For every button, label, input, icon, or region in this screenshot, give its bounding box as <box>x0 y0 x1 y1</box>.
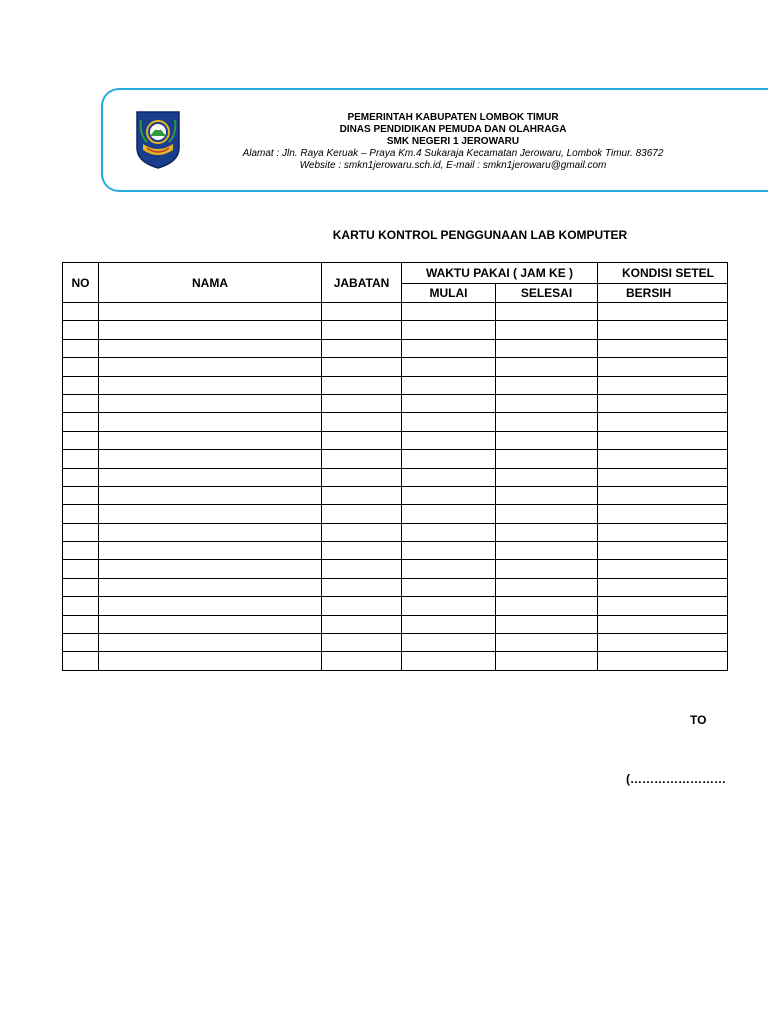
cell-nama <box>99 597 322 615</box>
cell-bersih <box>598 468 728 486</box>
cell-nama <box>99 486 322 504</box>
cell-bersih <box>598 413 728 431</box>
cell-nama <box>99 450 322 468</box>
table-row <box>63 450 728 468</box>
cell-selesai <box>496 358 598 376</box>
table-row <box>63 339 728 357</box>
cell-mulai <box>402 560 496 578</box>
letterhead-address: Alamat : Jln. Raya Keruak – Praya Km.4 Sukaraja Kecamatan Jerowaru, Lombok Timur. 83672 <box>242 148 664 159</box>
cell-selesai <box>496 652 598 670</box>
cell-bersih <box>598 652 728 670</box>
cell-jabatan <box>322 634 402 652</box>
cell-jabatan <box>322 652 402 670</box>
cell-bersih <box>598 542 728 560</box>
cell-jabatan <box>322 321 402 339</box>
cell-selesai <box>496 578 598 596</box>
document-title-wrap <box>0 228 768 242</box>
table-row <box>63 560 728 578</box>
cell-jabatan <box>322 413 402 431</box>
cell-mulai <box>402 652 496 670</box>
cell-bersih <box>598 303 728 321</box>
table-body <box>63 303 728 671</box>
cell-nama <box>99 542 322 560</box>
table-row <box>63 394 728 412</box>
cell-nama <box>99 505 322 523</box>
cell-bersih <box>598 450 728 468</box>
cell-no <box>63 450 99 468</box>
cell-jabatan <box>322 468 402 486</box>
cell-nama <box>99 431 322 449</box>
header-selesai: SELESAI <box>496 284 598 303</box>
cell-bersih <box>598 634 728 652</box>
cell-jabatan <box>322 339 402 357</box>
header-jabatan: JABATAN <box>322 263 402 303</box>
cell-no <box>63 303 99 321</box>
cell-no <box>63 615 99 633</box>
cell-selesai <box>496 376 598 394</box>
cell-no <box>63 431 99 449</box>
cell-selesai <box>496 413 598 431</box>
cell-selesai <box>496 560 598 578</box>
header-kondisi: KONDISI SETEL <box>598 263 728 284</box>
cell-no <box>63 486 99 504</box>
table-row <box>63 523 728 541</box>
table-row <box>63 413 728 431</box>
cell-nama <box>99 394 322 412</box>
cell-jabatan <box>322 486 402 504</box>
header-waktu-pakai: WAKTU PAKAI ( JAM KE ) <box>402 263 598 284</box>
table-row <box>63 615 728 633</box>
cell-jabatan <box>322 431 402 449</box>
cell-jabatan <box>322 560 402 578</box>
cell-selesai <box>496 542 598 560</box>
cell-no <box>63 468 99 486</box>
cell-bersih <box>598 376 728 394</box>
lab-usage-table <box>62 262 728 671</box>
table-row <box>63 542 728 560</box>
cell-nama <box>99 303 322 321</box>
header-nama: NAMA <box>99 263 322 303</box>
cell-bersih <box>598 578 728 596</box>
cell-selesai <box>496 634 598 652</box>
letterhead-contact: Website : smkn1jerowaru.sch.id, E-mail : smkn1jerowaru@gmail.com <box>299 160 607 171</box>
cell-selesai <box>496 505 598 523</box>
cell-no <box>63 652 99 670</box>
cell-mulai <box>402 523 496 541</box>
cell-mulai <box>402 321 496 339</box>
cell-mulai <box>402 486 496 504</box>
cell-selesai <box>496 321 598 339</box>
cell-no <box>63 542 99 560</box>
cell-nama <box>99 560 322 578</box>
cell-selesai <box>496 431 598 449</box>
table-row <box>63 486 728 504</box>
cell-selesai <box>496 615 598 633</box>
letterhead-text <box>203 112 703 172</box>
cell-nama <box>99 339 322 357</box>
cell-mulai <box>402 358 496 376</box>
table-row <box>63 431 728 449</box>
cell-bersih <box>598 431 728 449</box>
cell-mulai <box>402 578 496 596</box>
cell-selesai <box>496 523 598 541</box>
cell-mulai <box>402 450 496 468</box>
table-row <box>63 578 728 596</box>
cell-jabatan <box>322 578 402 596</box>
cell-jabatan <box>322 394 402 412</box>
cell-nama <box>99 578 322 596</box>
cell-selesai <box>496 303 598 321</box>
cell-jabatan <box>322 597 402 615</box>
cell-no <box>63 560 99 578</box>
cell-nama <box>99 468 322 486</box>
cell-no <box>63 321 99 339</box>
header-mulai: MULAI <box>402 284 496 303</box>
cell-selesai <box>496 394 598 412</box>
cell-nama <box>99 634 322 652</box>
cell-mulai <box>402 597 496 615</box>
cell-no <box>63 394 99 412</box>
cell-jabatan <box>322 450 402 468</box>
regency-emblem-icon <box>133 110 183 170</box>
place-date-label: TO <box>690 713 707 727</box>
cell-mulai <box>402 376 496 394</box>
header-no: NO <box>63 263 99 303</box>
table-row <box>63 303 728 321</box>
cell-bersih <box>598 505 728 523</box>
letterhead-department: DINAS PENDIDIKAN PEMUDA DAN OLAHRAGA <box>339 124 567 135</box>
cell-bersih <box>598 615 728 633</box>
cell-no <box>63 523 99 541</box>
cell-no <box>63 578 99 596</box>
cell-nama <box>99 321 322 339</box>
cell-nama <box>99 413 322 431</box>
table-row <box>63 468 728 486</box>
cell-mulai <box>402 468 496 486</box>
cell-mulai <box>402 542 496 560</box>
cell-mulai <box>402 339 496 357</box>
cell-no <box>63 597 99 615</box>
cell-jabatan <box>322 376 402 394</box>
cell-selesai <box>496 486 598 504</box>
cell-mulai <box>402 431 496 449</box>
cell-jabatan <box>322 303 402 321</box>
cell-mulai <box>402 394 496 412</box>
cell-bersih <box>598 339 728 357</box>
cell-no <box>63 505 99 523</box>
cell-mulai <box>402 413 496 431</box>
letterhead-school: SMK NEGERI 1 JEROWARU <box>386 136 520 147</box>
cell-selesai <box>496 339 598 357</box>
cell-bersih <box>598 394 728 412</box>
table-row <box>63 597 728 615</box>
cell-mulai <box>402 634 496 652</box>
cell-no <box>63 339 99 357</box>
cell-mulai <box>402 615 496 633</box>
letterhead <box>101 88 768 192</box>
header-bersih: BERSIH <box>598 284 728 303</box>
cell-mulai <box>402 505 496 523</box>
cell-jabatan <box>322 505 402 523</box>
cell-no <box>63 358 99 376</box>
document-title: KARTU KONTROL PENGGUNAAN LAB KOMPUTER <box>332 228 628 242</box>
table-row <box>63 358 728 376</box>
table-row <box>63 634 728 652</box>
table-row <box>63 505 728 523</box>
cell-selesai <box>496 597 598 615</box>
table-row <box>63 376 728 394</box>
cell-nama <box>99 615 322 633</box>
cell-nama <box>99 652 322 670</box>
cell-bersih <box>598 560 728 578</box>
cell-bersih <box>598 486 728 504</box>
cell-bersih <box>598 597 728 615</box>
cell-jabatan <box>322 542 402 560</box>
cell-selesai <box>496 468 598 486</box>
cell-no <box>63 413 99 431</box>
cell-nama <box>99 376 322 394</box>
cell-mulai <box>402 303 496 321</box>
cell-jabatan <box>322 523 402 541</box>
cell-bersih <box>598 321 728 339</box>
cell-jabatan <box>322 358 402 376</box>
table-row <box>63 321 728 339</box>
cell-bersih <box>598 358 728 376</box>
cell-nama <box>99 358 322 376</box>
letterhead-government: PEMERINTAH KABUPATEN LOMBOK TIMUR <box>347 112 559 123</box>
cell-nama <box>99 523 322 541</box>
signature-placeholder: (…………………… <box>626 772 726 786</box>
cell-no <box>63 634 99 652</box>
cell-selesai <box>496 450 598 468</box>
cell-bersih <box>598 523 728 541</box>
cell-jabatan <box>322 615 402 633</box>
cell-no <box>63 376 99 394</box>
table-row <box>63 652 728 670</box>
